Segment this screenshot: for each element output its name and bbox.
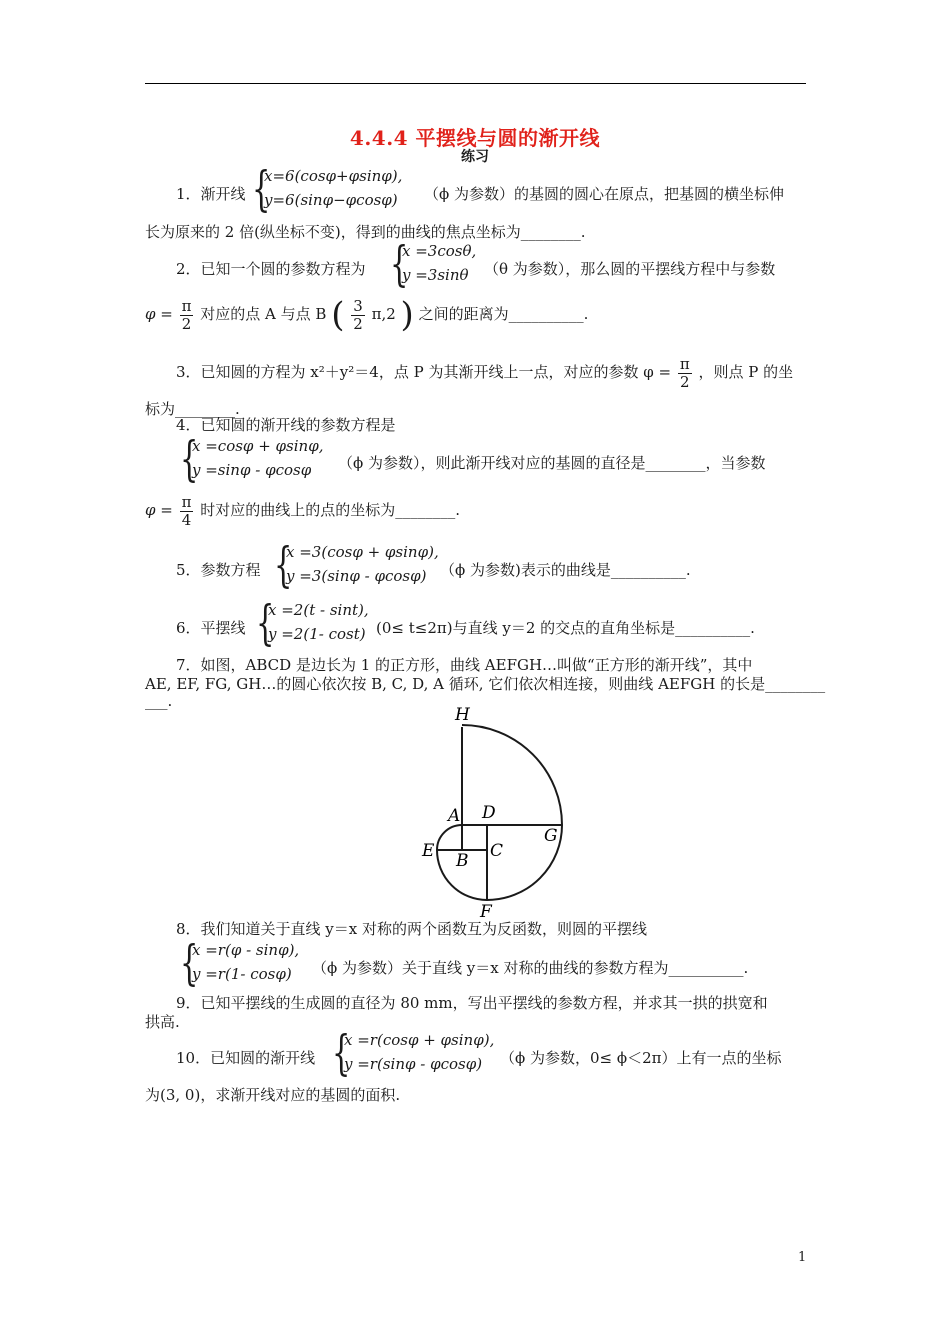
q2-tail1: （θ 为参数），那么圆的平摆线方程中与参数 (484, 260, 776, 278)
q2-fraction: $\frac{\pi}{2}$ (181, 297, 192, 333)
q5-system (274, 537, 449, 593)
q4-fraction: $\frac{\pi}{4}$ (181, 493, 192, 529)
q2-phi-eq: φ = (145, 305, 173, 323)
q4-eq-y: y =sinφ - φcosφ (192, 461, 312, 479)
q2-b-rest: π,2 (371, 305, 396, 323)
brace-icon: { (252, 161, 271, 217)
q2-mid: 对应的点 A 与点 B (200, 305, 327, 323)
brace-icon: { (180, 935, 199, 991)
q10-eq-x: x =r(cosφ + φsinφ), (344, 1031, 495, 1049)
page-subtitle: 练习 (461, 149, 489, 165)
q2-eq-x: x =3cosθ, (402, 242, 477, 260)
label-f: F (480, 902, 492, 922)
arc-ae (437, 825, 462, 850)
q8-eq-x: x =r(φ - sinφ), (192, 941, 300, 959)
q8-eq-y: y =r(1- cosφ) (192, 965, 292, 983)
q10-eq-y: y =r(sinφ - φcosφ) (344, 1055, 483, 1073)
q4-lead: 4．已知圆的渐开线的参数方程是 (176, 416, 396, 434)
q7-line2: AE, EF, FG, GH…的圆心依次按 B, C, D, A 循环, 它们依次相连接，则曲线 AEFGH 的长是________ (145, 675, 826, 693)
brace-icon: { (332, 1025, 351, 1081)
q7-line1: 7．如图，ABCD 是边长为 1 的正方形，曲线 AEFGH…叫做“正方形的渐开线”，其中 (176, 656, 753, 674)
page-number: 1 (798, 1250, 807, 1265)
q5-eq-y: y =3(sinφ - φcosφ) (286, 567, 427, 585)
brace-icon: { (390, 236, 409, 292)
q1-eq-y: y=6(sinφ−φcosφ) (264, 191, 398, 209)
q6-lead: 6．平摆线 (176, 619, 246, 637)
square-involute-figure (400, 700, 600, 922)
q5-lead: 5．参数方程 (176, 561, 261, 579)
q6-system (256, 595, 376, 651)
header-rule (145, 83, 806, 84)
brace-icon: { (256, 595, 275, 651)
q4-eq-x: x =cosφ + φsinφ, (192, 437, 324, 455)
q4-system (180, 431, 340, 487)
label-a: A (448, 806, 461, 826)
q6-tail: (0≤ t≤2π)与直线 y＝2 的交点的直角坐标是__________. (376, 619, 755, 637)
q5-eq-x: x =3(cosφ + φsinφ), (286, 543, 439, 561)
q1-eq-x: x=6(cosφ+φsinφ), (264, 167, 403, 185)
q2-eq-y: y =3sinθ (402, 266, 469, 284)
q2-line2: φ = $\frac{\pi}{2}$ 对应的点 A 与点 B ( $\frac{3}{2}$ π,2 ) 之间的距离为__________. (145, 295, 589, 335)
q1-lead: 1．渐开线 (176, 185, 246, 203)
q7-line3: ___. (145, 692, 173, 710)
q10-system (332, 1025, 502, 1081)
q2-lead: 2．已知一个圆的参数方程为 (176, 260, 366, 278)
label-h: H (455, 705, 470, 725)
q2-tail2: 之间的距离为__________. (418, 305, 589, 323)
label-c: C (490, 841, 504, 861)
q6-eq-y: y =2(1- cost) (268, 625, 366, 643)
q2-b-fraction: $\frac{3}{2}$ (353, 297, 363, 333)
label-d: D (482, 803, 496, 823)
q3-fraction: $\frac{\pi}{2}$ (679, 355, 690, 391)
label-e: E (422, 841, 435, 861)
brace-icon: { (180, 431, 199, 487)
q5-tail: （ϕ 为参数)表示的曲线是__________. (440, 561, 691, 579)
q8-system (180, 935, 320, 991)
q3-line2: 标为________. (145, 400, 240, 418)
label-b: B (456, 851, 469, 871)
q9-line1: 9．已知平摆线的生成圆的直径为 80 mm，写出平摆线的参数方程，并求其一拱的拱宽和 (176, 994, 768, 1012)
q2-system (390, 236, 490, 292)
q10-tail1: （ϕ 为参数，0≤ ϕ＜2π）上有一点的坐标 (500, 1049, 782, 1067)
q4-line3: φ = $\frac{\pi}{4}$ 时对应的曲线上的点的坐标为________. (145, 493, 461, 529)
page-title: 4.4.4 平摆线与圆的渐开线 (349, 126, 601, 150)
q1-tail2: 长为原来的 2 倍(纵坐标不变)，得到的曲线的焦点坐标为________. (145, 223, 586, 241)
q6-eq-x: x =2(t - sint), (268, 601, 369, 619)
q9-line2: 拱高. (145, 1013, 180, 1031)
q10-lead: 10．已知圆的渐开线 (176, 1049, 316, 1067)
arc-gh (462, 725, 562, 825)
square-abcd (462, 825, 487, 850)
label-g: G (544, 826, 558, 846)
q3-line1: 3．已知圆的方程为 x²＋y²＝4，点 P 为其渐开线上一点，对应的参数 φ = $\frac{\pi}{2}$ ，则点 P 的坐 (176, 355, 794, 391)
q8-tail: （ϕ 为参数）关于直线 y＝x 对称的曲线的参数方程为__________. (312, 959, 749, 977)
q4-tail1: （ϕ 为参数），则此渐开线对应的基圆的直径是________，当参数 (338, 454, 766, 472)
q1-system (252, 161, 422, 217)
q8-line1: 8．我们知道关于直线 y＝x 对称的两个函数互为反函数，则圆的平摆线 (176, 920, 648, 938)
q10-tail2: 为(3, 0)，求渐开线对应的基圆的面积. (145, 1086, 401, 1104)
brace-icon: { (274, 537, 293, 593)
q1-tail1: （ϕ 为参数）的基圆的圆心在原点，把基圆的横坐标伸 (424, 185, 784, 203)
